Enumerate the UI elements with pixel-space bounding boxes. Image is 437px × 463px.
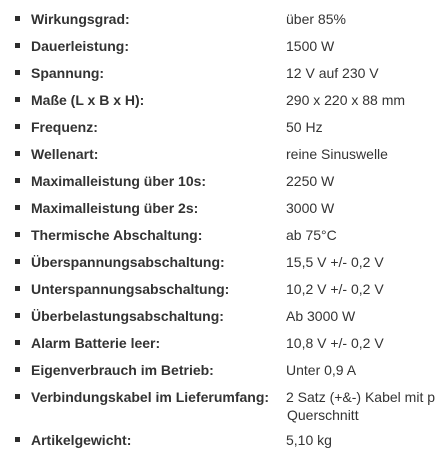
spec-label: Maße (L x B x H): — [31, 92, 145, 108]
spec-value: 3000 W — [286, 200, 335, 216]
bullet-icon — [15, 367, 20, 372]
spec-label: Maximalleistung über 10s: — [31, 173, 207, 189]
bullet-icon — [15, 124, 20, 129]
bullet-icon — [15, 16, 20, 21]
spec-row-alarm-batterie — [0, 330, 437, 357]
spec-row-frequenz — [0, 114, 437, 141]
spec-value: reine Sinuswelle — [286, 146, 388, 162]
spec-value: 50 Hz — [286, 119, 323, 135]
spec-value: 5,10 kg — [286, 432, 332, 448]
spec-value: 10,8 V +/- 0,2 V — [286, 335, 384, 351]
bullet-icon — [15, 97, 20, 102]
bullet-icon — [15, 313, 20, 318]
spec-value: über 85% — [286, 11, 346, 27]
spec-row-eigenverbrauch — [0, 357, 437, 384]
spec-row-ueberspannungsabschaltung — [0, 249, 437, 276]
bullet-icon — [15, 437, 20, 442]
spec-row-thermische-abschaltung — [0, 222, 437, 249]
spec-row-dauerleistung — [0, 33, 437, 60]
spec-value-line: 2 Satz (+&-) Kabel mit p — [286, 389, 436, 405]
spec-label: Maximalleistung über 2s: — [31, 200, 199, 216]
spec-value: 1500 W — [286, 38, 335, 54]
spec-row-masse — [0, 87, 437, 114]
spec-row-unterspannungsabschaltung — [0, 276, 437, 303]
spec-row-wirkungsgrad — [0, 6, 437, 33]
spec-label: Frequenz: — [31, 119, 98, 135]
bullet-icon — [15, 259, 20, 264]
spec-label: Alarm Batterie leer: — [31, 335, 161, 351]
spec-value: 290 x 220 x 88 mm — [286, 92, 406, 108]
spec-value: 2250 W — [286, 173, 335, 189]
spec-row-maximalleistung-2s — [0, 195, 437, 222]
spec-row-maximalleistung-10s — [0, 168, 437, 195]
bullet-icon — [15, 178, 20, 183]
spec-value — [286, 388, 435, 424]
bullet-icon — [15, 286, 20, 291]
spec-label: Dauerleistung: — [31, 38, 130, 54]
spec-label: Artikelgewicht: — [31, 432, 132, 448]
spec-label: Spannung: — [31, 65, 105, 81]
bullet-icon — [15, 43, 20, 48]
bullet-icon — [15, 70, 20, 75]
spec-row-verbindungskabel — [0, 384, 437, 427]
spec-row-ueberbelastungsabschaltung — [0, 303, 437, 330]
spec-label: Eigenverbrauch im Betrieb: — [31, 362, 214, 378]
spec-label: Überspannungsabschaltung: — [31, 254, 225, 270]
spec-label: Wirkungsgrad: — [31, 11, 130, 27]
bullet-icon — [15, 205, 20, 210]
bullet-icon — [15, 232, 20, 237]
spec-value: Unter 0,9 A — [286, 362, 357, 378]
spec-value: 15,5 V +/- 0,2 V — [286, 254, 384, 270]
spec-row-wellenart — [0, 141, 437, 168]
spec-label: Thermische Abschaltung: — [31, 227, 203, 243]
spec-row-spannung — [0, 60, 437, 87]
spec-value: ab 75°C — [286, 227, 337, 243]
bullet-icon — [15, 394, 20, 399]
spec-label: Wellenart: — [31, 146, 99, 162]
spec-value: 10,2 V +/- 0,2 V — [286, 281, 384, 297]
spec-label: Verbindungskabel im Lieferumfang: — [31, 389, 270, 405]
bullet-icon — [15, 340, 20, 345]
spec-label: Unterspannungsabschaltung: — [31, 281, 230, 297]
spec-row-artikelgewicht — [0, 427, 437, 454]
spec-list — [0, 6, 437, 454]
spec-label: Überbelastungsabschaltung: — [31, 308, 224, 324]
spec-value: Ab 3000 W — [286, 308, 356, 324]
spec-value-line: Querschnitt — [287, 407, 359, 423]
bullet-icon — [15, 151, 20, 156]
spec-value: 12 V auf 230 V — [286, 65, 379, 81]
